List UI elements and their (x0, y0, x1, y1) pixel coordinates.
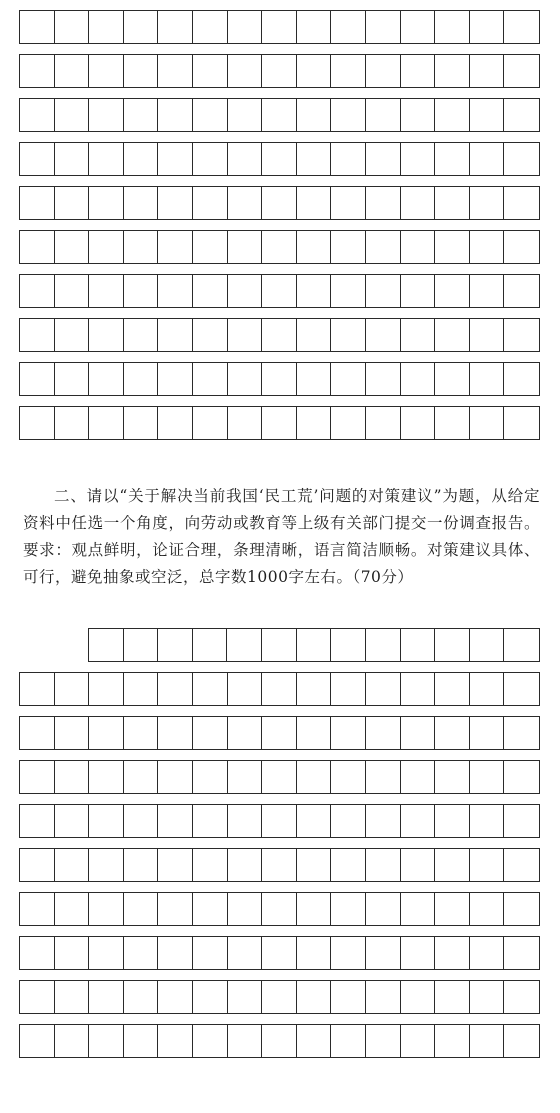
grid-row[interactable] (19, 230, 540, 264)
question-text: 二、请以“关于解决当前我国‘民工荒’问题的对策建议”为题，从给定资料中任选一个角度，向劳动或教育等上级有关部门提交一份调查报告。要求：观点鲜明，论证合理，条理清晰，语言简洁顺畅。对策建议具体、可行，避免抽象或空泛，总字数1000字左右。（70分） (23, 487, 540, 586)
grid-row[interactable] (19, 716, 540, 750)
grid-row[interactable] (19, 406, 540, 440)
grid-row[interactable] (19, 318, 540, 352)
grid-row[interactable] (19, 936, 540, 970)
grid-row[interactable] (19, 848, 540, 882)
answer-grid-bottom (19, 628, 540, 1058)
grid-row[interactable] (19, 1024, 540, 1058)
grid-row-title[interactable] (88, 628, 540, 662)
grid-row[interactable] (19, 98, 540, 132)
essay-question (23, 483, 540, 591)
grid-row[interactable] (19, 142, 540, 176)
grid-row[interactable] (19, 804, 540, 838)
grid-row[interactable] (19, 892, 540, 926)
grid-row[interactable] (19, 980, 540, 1014)
grid-row[interactable] (19, 362, 540, 396)
grid-row[interactable] (19, 186, 540, 220)
grid-row[interactable] (19, 54, 540, 88)
grid-row[interactable] (19, 760, 540, 794)
grid-row[interactable] (19, 10, 540, 44)
grid-row[interactable] (19, 274, 540, 308)
answer-grid-top (19, 10, 540, 440)
grid-row[interactable] (19, 672, 540, 706)
